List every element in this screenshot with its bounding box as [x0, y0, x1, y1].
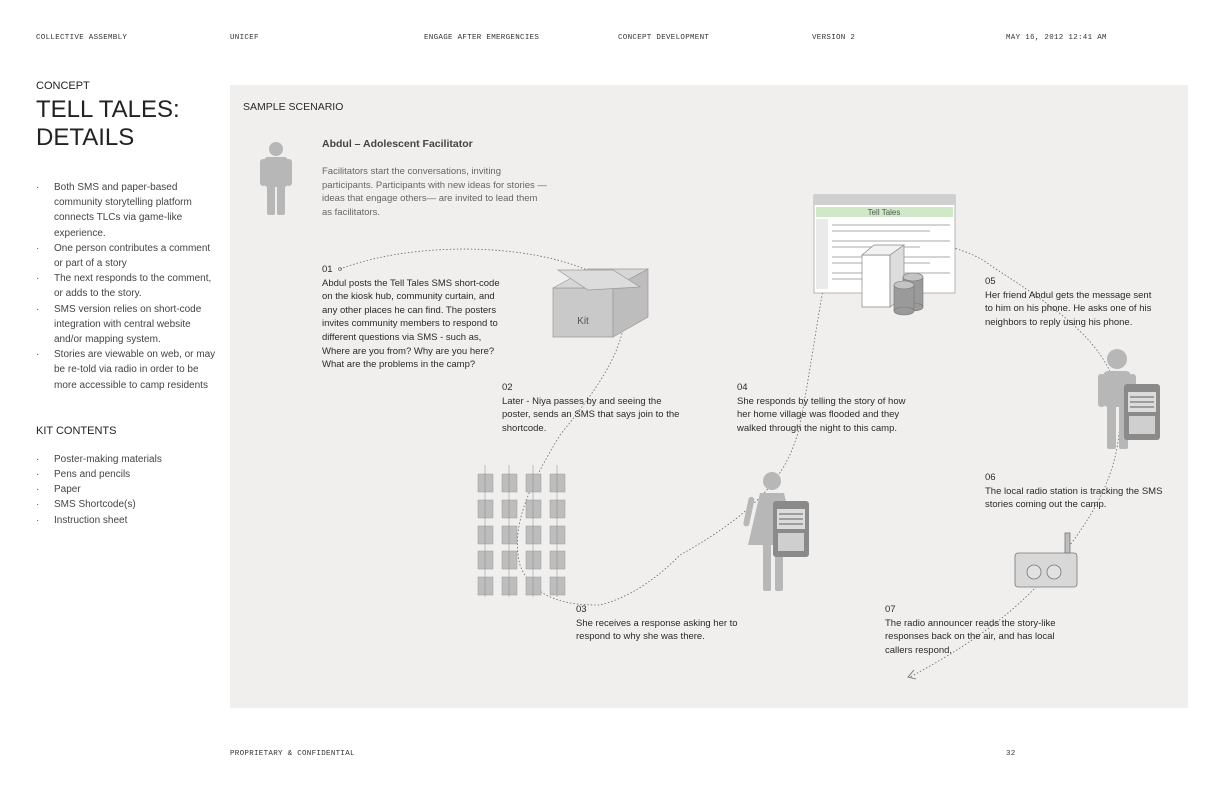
page-title	[36, 96, 216, 152]
list-item: · Both SMS and paper-based community storytelling platform connects TLCs via game-like experience.	[36, 180, 216, 241]
list-item: · Instruction sheet	[36, 513, 216, 528]
list-item: · SMS version relies on short-code integration with central website and/or mapping system.	[36, 302, 216, 348]
list-item: · SMS Shortcode(s)	[36, 497, 216, 512]
step-04	[737, 381, 915, 435]
kit-label: Kit	[577, 316, 589, 327]
list-item: · Stories are viewable on web, or may be re-told via radio in order to be more accessible to camp residents	[36, 347, 216, 393]
list-item: · Pens and pencils	[36, 467, 216, 482]
step-number: 02	[502, 382, 513, 393]
concept-label: CONCEPT	[36, 80, 90, 92]
step-05	[985, 275, 1160, 329]
phone-icon-man	[1124, 384, 1160, 440]
page-title-line-1: TELL TALES:	[36, 96, 180, 123]
step-number: 07	[885, 604, 896, 615]
step-text: Abdul posts the Tell Tales SMS short-code on the kiosk hub, community curtain, and any other places he can find. The posters invites community members to respond to different questions via SMS - such as, Where are you from? Why are you here? What are the problems in the camp?	[322, 277, 500, 371]
step-01	[322, 263, 510, 372]
step-text: Later - Niya passes by and seeing the poster, sends an SMS that says join to the shortcode.	[502, 395, 680, 434]
step-text: Her friend Abdul gets the message sent to him on his phone. He asks one of his neighbors to reply using his phone.	[985, 289, 1152, 328]
website-title: Tell Tales	[867, 208, 901, 217]
step-text: The local radio station is tracking the SMS stories coming out the camp.	[985, 485, 1163, 511]
step-number: 06	[985, 472, 996, 483]
sidebar	[36, 80, 216, 528]
step-06	[985, 471, 1169, 512]
radio-icon	[1015, 533, 1077, 587]
header-org: COLLECTIVE ASSEMBLY	[36, 34, 128, 42]
poster-grid-strings	[485, 465, 557, 597]
header-client: UNICEF	[230, 34, 259, 42]
header-datetime: MAY 16, 2012 12:41 AM	[1006, 34, 1107, 42]
step-number: 05	[985, 276, 996, 287]
step-number: 03	[576, 604, 587, 615]
list-item: · The next responds to the comment, or adds to the story.	[36, 271, 216, 301]
page-number: 32	[1006, 750, 1016, 758]
header-phase: CONCEPT DEVELOPMENT	[618, 34, 710, 42]
kit-box-icon	[553, 269, 648, 337]
step-03	[576, 603, 746, 644]
list-item: · Paper	[36, 482, 216, 497]
page-title-line-2: DETAILS	[36, 124, 135, 151]
list-item: · One person contributes a comment or part of a story	[36, 241, 216, 271]
kit-contents-list	[36, 452, 216, 528]
scenario-panel	[230, 85, 1188, 708]
step-text: She responds by telling the story of how her home village was flooded and they walked through the night to this camp.	[737, 395, 906, 434]
phone-icon	[773, 501, 809, 557]
step-number: 04	[737, 382, 748, 393]
step-02	[502, 381, 682, 435]
header-version: VERSION 2	[812, 34, 856, 42]
header-project: ENGAGE AFTER EMERGENCIES	[424, 34, 540, 42]
facilitator-person-icon	[260, 142, 292, 215]
persona-description: Facilitators start the conversations, inviting participants. Participants with new ideas for stories —ideas that engage others— are invited to lead them as facilitators.	[322, 166, 547, 218]
step-number: 01	[322, 264, 333, 275]
step-text: The radio announcer reads the story-like responses back on the air, and has local callers respond.	[885, 617, 1056, 656]
step-07	[885, 603, 1065, 657]
poster-grid-icon	[478, 474, 565, 595]
concept-bullet-list	[36, 180, 216, 393]
kit-contents-heading: KIT CONTENTS	[36, 424, 117, 437]
persona-name: Abdul – Adolescent Facilitator	[322, 138, 473, 150]
list-item: · Poster-making materials	[36, 452, 216, 467]
step-text: She receives a response asking her to respond to why she was there.	[576, 617, 738, 643]
footer-confidential: PROPRIETARY & CONFIDENTIAL	[230, 750, 355, 758]
sample-scenario-heading: SAMPLE SCENARIO	[243, 101, 344, 113]
